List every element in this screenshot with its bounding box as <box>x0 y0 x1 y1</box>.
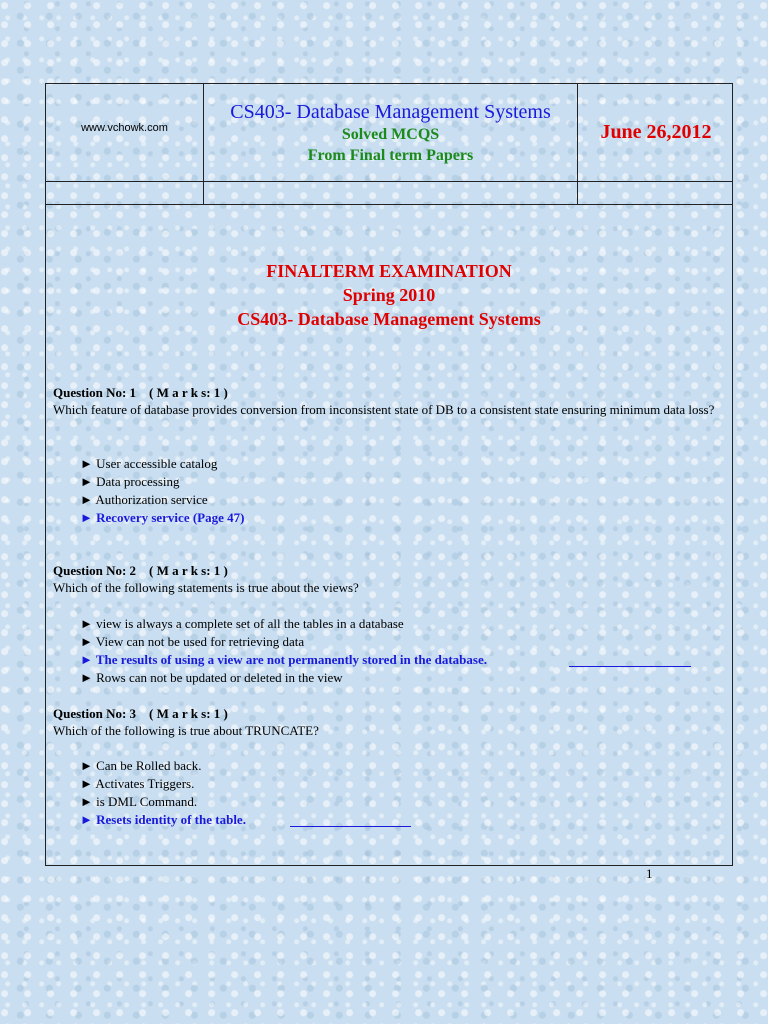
correct-answer: ► Resets identity of the table. <box>80 812 246 827</box>
option-item: ► Rows can not be updated or deleted in the view <box>80 670 343 685</box>
exam-heading <box>46 259 732 331</box>
option-item: ► Can be Rolled back. <box>80 758 202 773</box>
header-title-block <box>204 100 577 166</box>
subtitle-source: From Final term Papers <box>307 147 474 164</box>
question-text: Which feature of database provides conversion from inconsistent state of DB to a consistent state ensuring minimum data loss? <box>53 402 715 417</box>
question-text: Which of the following is true about TRUNCATE? <box>53 723 319 738</box>
header-row-divider <box>46 181 732 182</box>
header-divider <box>577 84 578 204</box>
option-item: ► View can not be used for retrieving data <box>80 634 305 649</box>
question-title: Question No: 3 ( M a r k s: 1 ) <box>53 706 228 721</box>
option-item: ► view is always a complete set of all the tables in a database <box>80 616 404 631</box>
subtitle-solved-mcqs: Solved MCQS <box>341 126 440 143</box>
correct-answer: ► The results of using a view are not permanently stored in the database. <box>80 652 487 667</box>
exam-title: FINALTERM EXAMINATION <box>266 261 512 281</box>
content-box <box>45 205 733 866</box>
header-date: June 26,2012 <box>600 121 712 143</box>
question-text: Which of the following statements is true about the views? <box>53 580 359 595</box>
exam-course: CS403- Database Management Systems <box>237 309 541 329</box>
answer-underline <box>290 826 411 827</box>
answer-underline <box>569 666 691 667</box>
question-title: Question No: 2 ( M a r k s: 1 ) <box>53 563 228 578</box>
course-title: CS403- Database Management Systems <box>230 101 551 123</box>
correct-answer: ► Recovery service (Page 47) <box>80 510 245 525</box>
option-item: ► Authorization service <box>80 492 208 507</box>
site-url[interactable]: www.vchowk.com <box>81 122 168 134</box>
option-item: ► User accessible catalog <box>80 456 218 471</box>
option-item: ► Data processing <box>80 474 180 489</box>
page-number: 1 <box>646 866 653 881</box>
exam-term: Spring 2010 <box>342 285 436 305</box>
option-item: ► is DML Command. <box>80 794 198 809</box>
header-table <box>45 83 733 205</box>
option-item: ► Activates Triggers. <box>80 776 195 791</box>
question-title: Question No: 1 ( M a r k s: 1 ) <box>53 385 228 400</box>
